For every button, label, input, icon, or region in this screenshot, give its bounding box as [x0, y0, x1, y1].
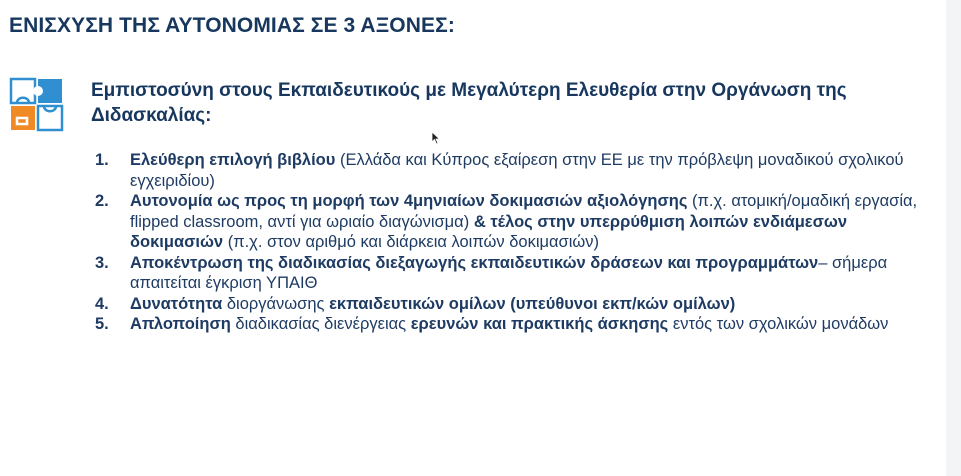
item-number: 1.	[95, 151, 109, 169]
slide-title: ΕΝΙΣΧΥΣΗ ΤΗΣ ΑΥΤΟΝΟΜΙΑΣ ΣΕ 3 ΑΞΟΝΕΣ:	[9, 14, 455, 37]
window-edge	[946, 0, 961, 476]
section-subtitle: Εμπιστοσύνη στους Εκπαιδευτικούς με Μεγαλύτερη Ελευθερία στην Οργάνωση της Διδασκαλίας:	[91, 80, 847, 126]
list-item	[95, 294, 925, 315]
item-text: (π.χ. ατομική/ομαδική εργασία, flipped classroom, αντί για ωριαίο διαγώνισμα)	[130, 192, 918, 231]
item-text: (Ελλάδα και Κύπρος εξαίρεση στην ΕΕ με την πρόβλεψη μοναδικού σχολικού εγχειριδίου)	[130, 151, 904, 190]
item-bold-text: εκπαιδευτικών ομίλων (υπεύθυνοι εκπ/κών ομίλων)	[329, 294, 736, 313]
item-number: 4.	[95, 294, 109, 313]
item-bold-text: Απλοποίηση	[130, 315, 231, 333]
list-item	[95, 253, 925, 294]
puzzle-icon	[9, 77, 67, 135]
item-bold-text: Αποκέντρωση της διαδικασίας διεξαγωγής εκπαιδευτικών δράσεων και προγραμμάτων	[130, 253, 819, 272]
item-text: (π.χ. στον αριθμό και διάρκεια λοιπών δοκιμασιών)	[223, 233, 600, 251]
mouse-cursor-icon	[431, 131, 441, 145]
list-item	[95, 314, 925, 335]
item-bold-text: Αυτονομία ως προς τη μορφή των 4μηνιαίων δοκιμασιών αξιολόγησης	[130, 192, 688, 210]
item-bold-text: & τέλος στην υπερρύθμιση λοιπών ενδιάμεσων δοκιμασιών	[130, 212, 848, 251]
measures-list	[95, 150, 925, 335]
item-bold-text: Δυνατότητα	[130, 294, 223, 313]
item-bold-text: ερευνών και πρακτικής άσκησης	[410, 315, 669, 333]
item-text: διαδικασίας διενέργειας	[230, 315, 411, 333]
list-item	[95, 150, 925, 191]
item-text: εντός των σχολικών μονάδων	[668, 315, 889, 333]
item-number: 2.	[95, 192, 109, 210]
item-text: – σήμερα απαιτείται έγκριση ΥΠΑΙΘ	[130, 253, 888, 292]
item-number: 5.	[95, 315, 109, 333]
item-text: διοργάνωσης	[222, 294, 330, 313]
list-item	[95, 191, 925, 253]
item-number: 3.	[95, 253, 109, 272]
item-bold-text: Ελεύθερη επιλογή βιβλίου	[130, 151, 336, 169]
